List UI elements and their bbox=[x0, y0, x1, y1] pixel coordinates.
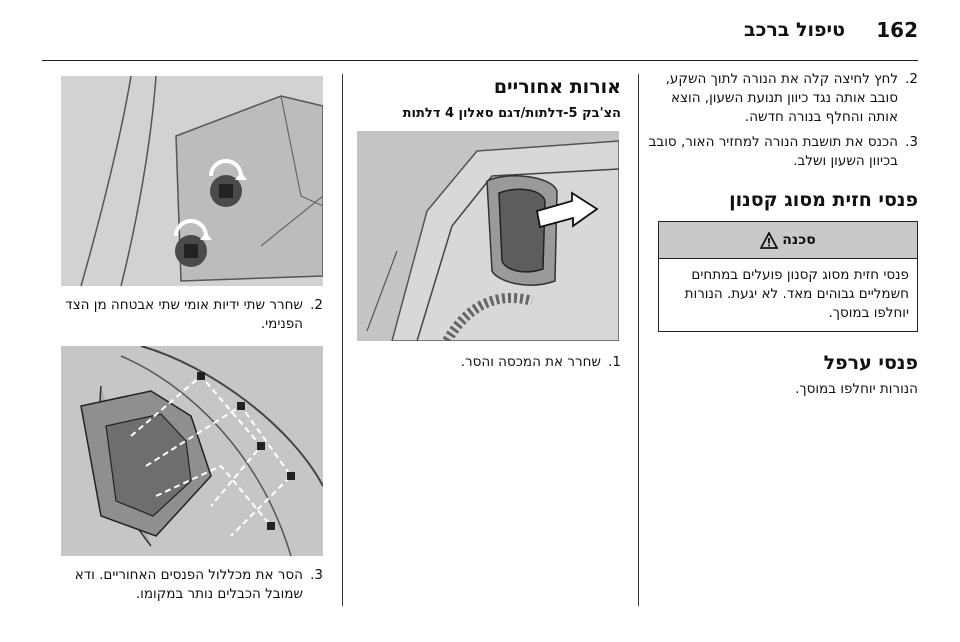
step-2-caption bbox=[41, 296, 323, 334]
model-subtitle: הצ'בק 5-דלתות/דגם סאלון 4 דלתות bbox=[402, 106, 621, 121]
step-number: 2. bbox=[905, 71, 918, 87]
left-column bbox=[41, 70, 323, 604]
fog-lights-text: הנורות יוחלפו במוסך. bbox=[795, 381, 918, 397]
warning-header bbox=[659, 222, 917, 259]
xenon-section-title: פנסי חזית מסוג קסנון bbox=[729, 189, 918, 211]
page-header bbox=[0, 10, 960, 60]
fog-lights-title: פנסי ערפל bbox=[823, 352, 918, 374]
warning-box bbox=[658, 221, 918, 332]
step-2 bbox=[640, 70, 918, 127]
lamp-removal-illustration bbox=[61, 346, 323, 556]
cover-removal-illustration bbox=[357, 131, 619, 341]
step-number: 2. bbox=[310, 297, 323, 313]
column-divider-right bbox=[638, 74, 639, 606]
middle-column bbox=[339, 70, 621, 372]
step-3-caption bbox=[41, 566, 323, 604]
page-title: טיפול ברכב bbox=[743, 19, 845, 41]
step-text: לחץ לחיצה קלה את הנורה לתוך השקע, סובב אותה נגד כיוון תנועת השעון, הוצא אותה והחלף בנורה חדשה. bbox=[665, 71, 898, 125]
warning-label: סכנה bbox=[782, 232, 816, 248]
warning-triangle-icon bbox=[760, 232, 778, 249]
step-text: שחרר את המכסה והסר. bbox=[460, 354, 601, 370]
step-number: 3. bbox=[905, 134, 918, 150]
step-3 bbox=[640, 133, 918, 171]
step-text: הסר את מכללול הפנסים האחוריים. ודא שמובל הכבלים נותר במקומו. bbox=[74, 567, 303, 602]
step-text: שחרר שתי ידיות אומי שתי אבטחה מן הצד הפנימי. bbox=[65, 297, 303, 332]
step-number: 1. bbox=[608, 354, 621, 370]
rear-lights-title: אורות אחוריים bbox=[493, 76, 621, 98]
lamp-removal-figure bbox=[61, 346, 323, 556]
warning-text: פנסי חזית מסוג קסנון פועלים במתחים חשמליים גבוהים מאד. לא יגעת. הנורות יוחלפו במוסך. bbox=[684, 267, 909, 321]
step-1-caption bbox=[339, 353, 621, 372]
securing-nuts-illustration bbox=[61, 76, 323, 286]
header-rule bbox=[42, 60, 918, 61]
securing-nuts-figure bbox=[61, 76, 323, 286]
cover-removal-figure bbox=[357, 131, 619, 341]
step-number: 3. bbox=[310, 567, 323, 583]
step-text: הכנס את תושבת הנורה למחזיר האור, סובב בכיוון השעון ושלב. bbox=[648, 134, 898, 169]
right-column bbox=[640, 70, 918, 405]
page-number: 162 bbox=[876, 18, 918, 42]
